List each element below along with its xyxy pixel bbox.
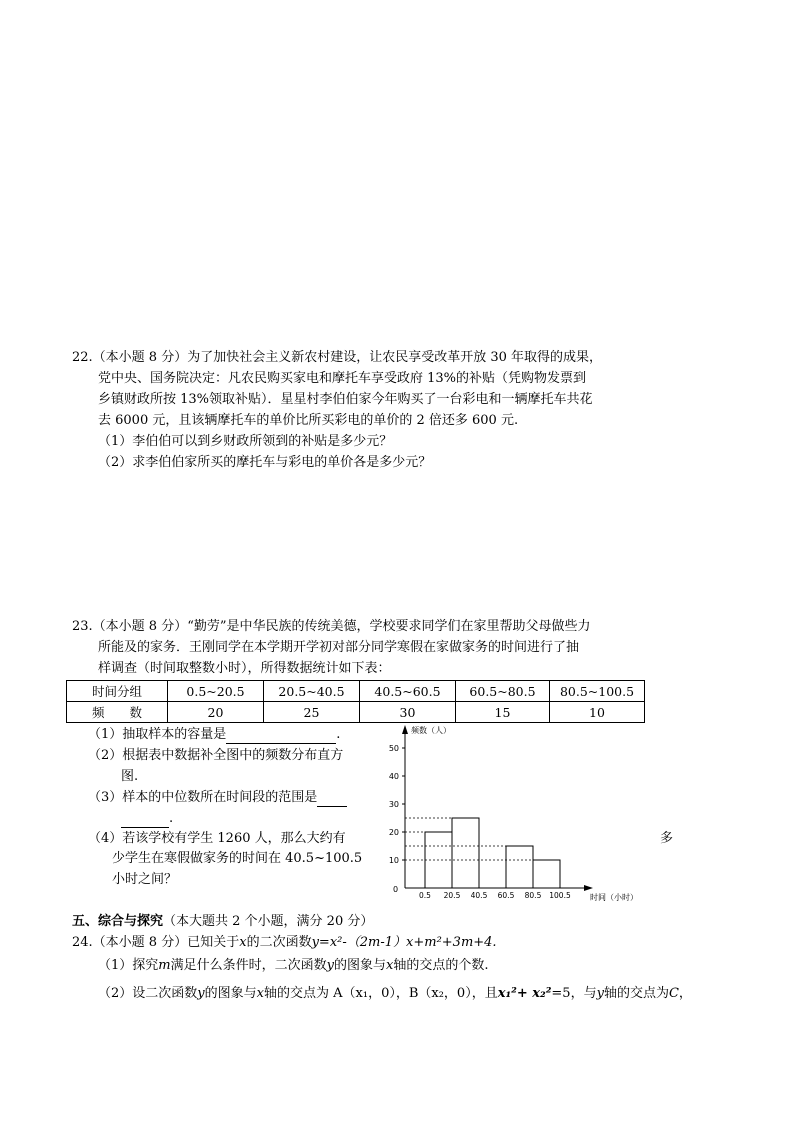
- var-m: m: [158, 958, 171, 973]
- table-cell: 0.5~20.5: [168, 681, 264, 702]
- var-x: x: [239, 935, 247, 950]
- q23-line-3: 样调查（时间取整数小时），所得数据统计如下表：: [98, 661, 391, 676]
- y-tick-label: 10: [388, 856, 399, 865]
- histogram-bar: [452, 818, 479, 888]
- q24-sub2-c: 轴的交点为 A（x₁，0），B（x₂，0），且: [264, 986, 498, 1001]
- table-cell: 25: [264, 702, 360, 723]
- sum-of-squares: x₁²+ x₂²: [497, 986, 552, 1001]
- q23-subquestion-4b: 少学生在寒假做家务的时间在 40.5~100.5: [112, 851, 363, 866]
- table-cell: 30: [360, 702, 456, 723]
- answer-blank: [317, 789, 347, 807]
- table-cell: 15: [456, 702, 550, 723]
- histogram-bar: [533, 860, 560, 888]
- q23-subquestion-1: [88, 726, 340, 744]
- table-cell: 20: [168, 702, 264, 723]
- section-note: （本大题共 2 个小题，满分 20 分）: [163, 914, 374, 929]
- x-tick-label: 0.5: [419, 891, 431, 900]
- q24-subquestion-2: [98, 985, 692, 1002]
- table-row-label: 频 数: [67, 702, 168, 723]
- q24-sub1-c: 的图象与: [333, 958, 386, 973]
- q23-sub3-text: （3）样本的中位数所在时间段的范围是: [88, 790, 318, 805]
- q24-sub1-a: （1）探究: [98, 958, 159, 973]
- q22-line-2: 党中央、国务院决定：凡农民购买家电和摩托车享受政府 13%的补贴（凭购物发票到: [98, 371, 587, 386]
- q23-sub3-end: .: [169, 811, 174, 826]
- y-tick-label: 20: [388, 828, 399, 837]
- q22-line-3: 乡镇财政所按 13%领取补贴）．星星村李伯伯家今年购买了一台彩电和一辆摩托车共花: [98, 392, 593, 407]
- table-cell: 20.5~40.5: [264, 681, 360, 702]
- x-tick-label: 100.5: [549, 891, 571, 900]
- var-y: y: [596, 986, 604, 1001]
- q24-subquestion-1: [98, 957, 488, 974]
- x-tick-label: 80.5: [524, 891, 542, 900]
- q23-subquestion-2a: （2）根据表中数据补全图中的频数分布直方: [88, 748, 344, 763]
- x-tick-label: 20.5: [443, 891, 461, 900]
- histogram-bar: [506, 846, 533, 888]
- frequency-table: [66, 680, 645, 723]
- table-cell: 80.5~100.5: [550, 681, 645, 702]
- q23-heading: 23.（本小题 8 分）“勤劳”是中华民族的传统美德，学校要求同学们在家里帮助父母做些力: [72, 619, 591, 634]
- table-cell: 10: [550, 702, 645, 723]
- answer-blank: [226, 726, 336, 744]
- y-tick-label: 50: [388, 744, 399, 753]
- q24-heading: [72, 934, 497, 951]
- q24-function: y=x²-（2m-1）x+m²+3m+4.: [311, 935, 497, 950]
- section-5-heading: [72, 913, 373, 930]
- q24-sub2-d: =5，与: [551, 986, 597, 1001]
- section-title: 五、综合与探究: [72, 914, 164, 929]
- q23-sub1-text: （1）抽取样本的容量是: [88, 727, 227, 742]
- var-c: C: [668, 986, 679, 1001]
- q23-subquestion-2b: 图.: [121, 769, 139, 784]
- table-row: [67, 681, 645, 702]
- table-cell: 40.5~60.5: [360, 681, 456, 702]
- q24-sub2-f: ，: [678, 986, 692, 1001]
- q22-subquestion-1: （1）李伯伯可以到乡财政所领到的补贴是多少元？: [98, 434, 393, 449]
- var-y: y: [326, 958, 334, 973]
- origin-label: 0: [393, 885, 399, 894]
- y-axis-arrow: [402, 725, 408, 734]
- q24-sub2-e: 轴的交点为: [603, 986, 669, 1001]
- var-x: x: [256, 986, 264, 1001]
- x-tick-label: 40.5: [470, 891, 488, 900]
- q23-subquestion-3-cont: [121, 810, 173, 828]
- q23-subquestion-4-right: 多: [660, 831, 674, 846]
- q22-line-4: 去 6000 元，且该辆摩托车的单价比所买彩电的单价的 2 倍还多 600 元.: [98, 413, 519, 428]
- y-tick-label: 40: [388, 772, 399, 781]
- q23-sub1-end: .: [336, 727, 341, 742]
- x-axis-title: 时间（小时）: [590, 893, 638, 902]
- q23-subquestion-4c: 小时之间？: [112, 872, 178, 887]
- q23-subquestion-3: [88, 789, 347, 807]
- frequency-histogram: [378, 720, 668, 905]
- x-axis-arrow: [584, 885, 593, 891]
- q24-sub1-d: 轴的交点的个数.: [393, 958, 489, 973]
- q22-heading: 22.（本小题 8 分）为了加快社会主义新农村建设，让农民享受改革开放 30 年取得的成果，: [72, 350, 603, 365]
- q24-head-b: 的二次函数: [246, 935, 312, 950]
- y-tick-label: 30: [388, 800, 399, 809]
- q24-sub1-b: 满足什么条件时，二次函数: [170, 958, 327, 973]
- x-tick-label: 60.5: [497, 891, 515, 900]
- var-x: x: [386, 958, 394, 973]
- table-cell: 60.5~80.5: [456, 681, 550, 702]
- q24-sub2-a: （2）设二次函数: [98, 986, 198, 1001]
- q24-sub2-b: 的图象与: [204, 986, 257, 1001]
- q24-head-a: 24.（本小题 8 分）已知关于: [72, 935, 240, 950]
- q23-line-2: 所能及的家务．王刚同学在本学期开学初对部分同学寒假在家做家务的时间进行了抽: [98, 640, 580, 655]
- var-y: y: [197, 986, 205, 1001]
- q22-subquestion-2: （2）求李伯伯家所买的摩托车与彩电的单价各是多少元？: [98, 455, 432, 470]
- q23-subquestion-4a: （4）若该学校有学生 1260 人，那么大约有: [88, 831, 346, 846]
- answer-blank: [121, 810, 169, 828]
- y-axis-title: 频数（人）: [411, 726, 451, 735]
- table-header-label: 时间分组: [67, 681, 168, 702]
